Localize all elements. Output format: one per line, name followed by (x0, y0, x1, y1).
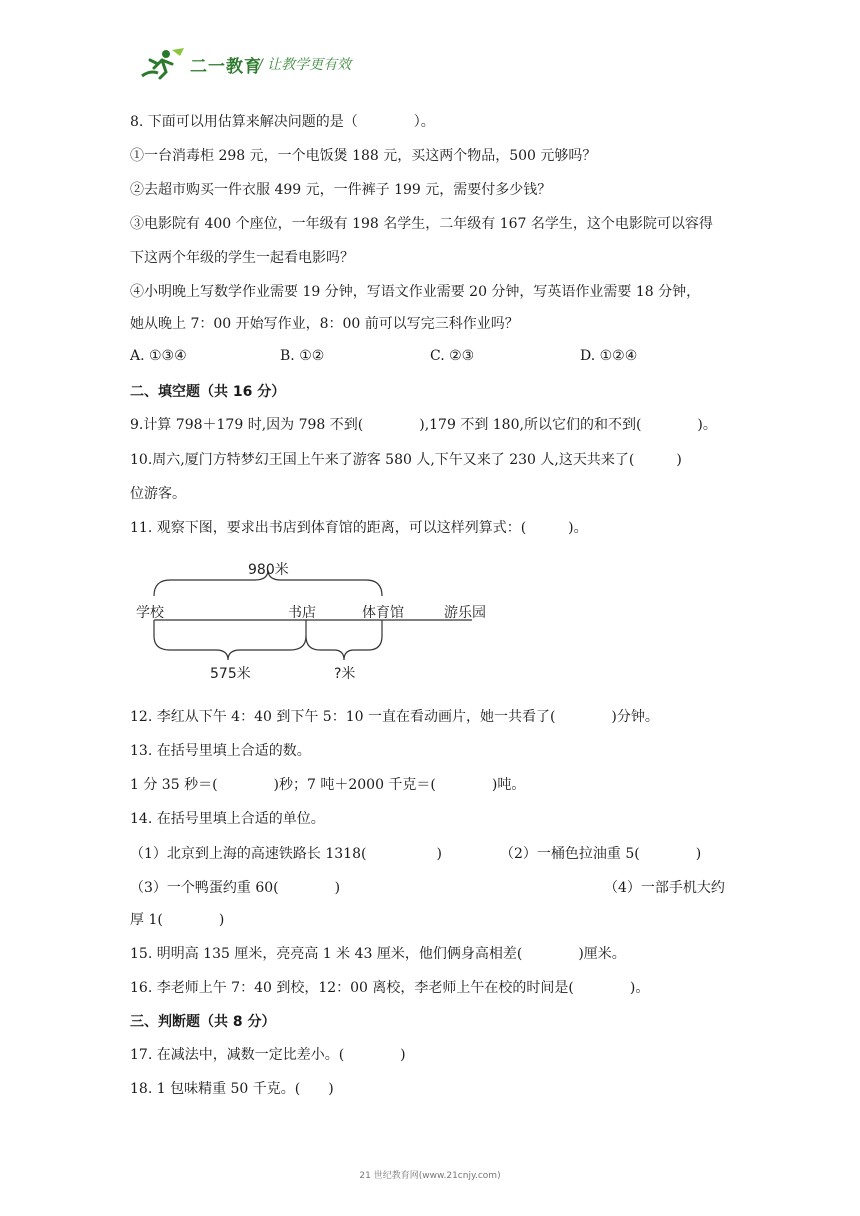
q8-option-d: D. ①②④ (580, 348, 638, 364)
q10-line-2: 位游客。 (130, 486, 186, 502)
place-school: 学校 (136, 605, 164, 621)
q8-item-3: ③电影院有 400 个座位，一年级有 198 名学生，二年级有 167 名学生，这个电影院可以容得 (130, 216, 713, 232)
q14-part-2: （2）一桶色拉油重 5( ) (500, 846, 702, 862)
q9: 9.计算 798＋179 时,因为 798 不到( ),179 不到 180,所以它们的和不到( )。 (130, 417, 717, 433)
q8-stem: 8. 下面可以用估算来解决问题的是（ ）。 (130, 114, 435, 130)
q10-line-1: 10.周六,厦门方特梦幻王国上午来了游客 580 人,下午又来了 230 人,这天共来了( ) (130, 452, 682, 468)
q8-item-1: ①一台消毒柜 298 元，一个电饭煲 188 元，买这两个物品，500 元够吗？ (130, 148, 597, 164)
header-logo (136, 46, 556, 86)
q13-line: 1 分 35 秒＝( )秒；7 吨＋2000 千克＝( )吨。 (130, 777, 526, 793)
q14-part-4: （4）一部手机大约 (604, 880, 725, 896)
q16: 16. 李老师上午 7：40 到校，12：00 离校，李老师上午在校的时间是( )。 (130, 980, 650, 996)
place-amusement-park: 游乐园 (444, 605, 486, 621)
q8-item-3-cont: 下这两个年级的学生一起看电影吗？ (130, 250, 354, 266)
q8-option-b: B. ①② (280, 348, 325, 364)
q18: 18. 1 包味精重 50 千克。( ) (130, 1081, 334, 1097)
bottom-left-distance-label: 575米 (210, 666, 251, 682)
q15: 15. 明明高 135 厘米，亮亮高 1 米 43 厘米，他们俩身高相差( )厘米。 (130, 946, 626, 962)
q14-part-1: （1）北京到上海的高速铁路长 1318( ) (130, 846, 442, 862)
q14-stem: 14. 在括号里填上合适的单位。 (130, 811, 325, 827)
place-bookstore: 书店 (288, 605, 316, 621)
q8-option-a: A. ①③④ (130, 348, 187, 364)
q14-part-3: （3）一个鸭蛋约重 60( ) (130, 880, 341, 896)
section-fill-blank-heading: 二、填空题（共 16 分） (130, 384, 286, 400)
q14-part-4-cont: 厚 1( ) (130, 912, 225, 928)
bottom-right-brace (306, 620, 382, 660)
q17: 17. 在减法中，减数一定比差小。( ) (130, 1047, 406, 1063)
page-footer: 21 世纪教育网(www.21cnjy.com) (359, 1171, 501, 1181)
distance-diagram (130, 556, 510, 686)
bottom-left-brace (154, 620, 306, 660)
brand-name: 二一教育 (190, 57, 262, 77)
bottom-right-distance-label: ?米 (334, 666, 356, 682)
q8-item-4-cont: 她从晚上 7：00 开始写作业，8：00 前可以写完三科作业吗？ (130, 316, 519, 332)
q11: 11. 观察下图，要求出书店到体育馆的距离，可以这样列算式：( )。 (130, 520, 588, 536)
brand-slogan: / 让教学更有效 (258, 57, 352, 73)
q8-option-c: C. ②③ (430, 348, 475, 364)
q13-stem: 13. 在括号里填上合适的数。 (130, 743, 311, 759)
runner-logo-icon (136, 46, 188, 82)
q12: 12. 李红从下午 4：40 到下午 5：10 一直在看动画片，她一共看了( )分钟。 (130, 709, 659, 725)
q8-item-4: ④小明晚上写数学作业需要 19 分钟，写语文作业需要 20 分钟，写英语作业需要 18 分钟， (130, 284, 701, 300)
place-gym: 体育馆 (362, 605, 404, 621)
q8-item-2: ②去超市购买一件衣服 499 元，一件裤子 199 元，需要付多少钱？ (130, 182, 552, 198)
top-distance-label: 980米 (248, 562, 289, 578)
section-judgement-heading: 三、判断题（共 8 分） (130, 1014, 276, 1030)
